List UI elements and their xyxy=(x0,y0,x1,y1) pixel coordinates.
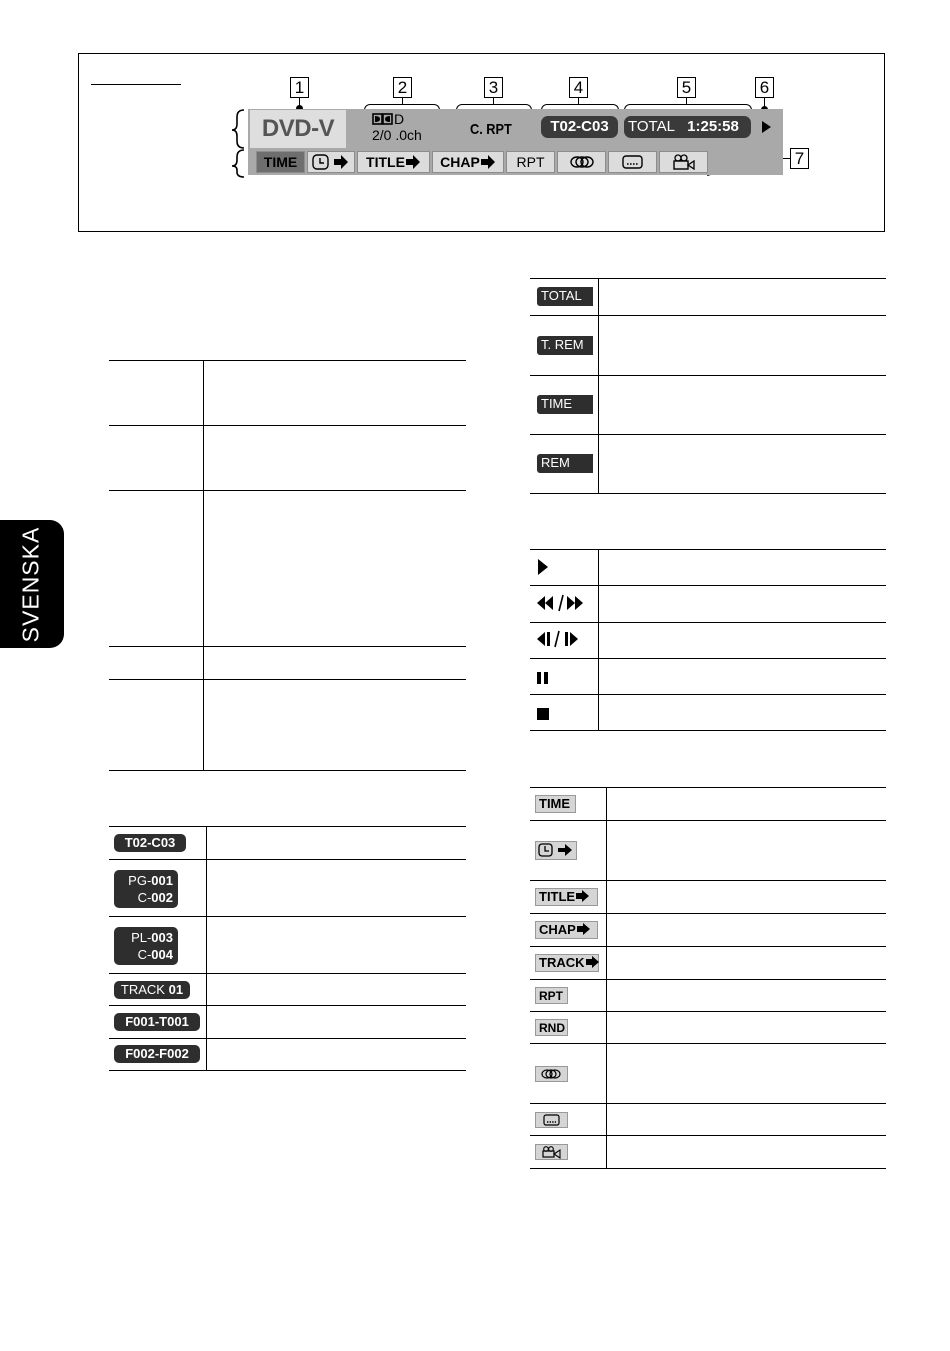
audio-icon xyxy=(536,1067,567,1081)
callout-4: 4 xyxy=(569,77,588,98)
dolby-icon xyxy=(372,113,394,125)
title-chapter-indicator: T02-C03 xyxy=(541,116,618,138)
menu-chap[interactable] xyxy=(432,151,504,173)
badge-prefix: TRACK xyxy=(120,982,169,997)
table-rule xyxy=(109,490,466,491)
table-divider xyxy=(598,278,599,493)
badge-value: 01 xyxy=(168,982,184,997)
track-badge xyxy=(114,981,190,999)
folder-track-badge: F001-T001 xyxy=(114,1013,200,1031)
program-chapter-badge xyxy=(114,870,178,908)
time-label: TOTAL xyxy=(628,118,675,135)
audio-icon xyxy=(569,155,595,169)
table-rule xyxy=(530,946,886,947)
table-rule xyxy=(109,1005,466,1006)
left-brace-icon xyxy=(230,108,248,178)
table-rule xyxy=(530,787,886,788)
arrow-right-icon xyxy=(585,956,600,968)
menu-title[interactable] xyxy=(357,151,430,173)
time-value: 1:25:58 xyxy=(687,118,739,135)
pause-icon xyxy=(536,671,550,685)
clock-arrow-icon xyxy=(311,153,351,171)
title-chapter-badge: T02-C03 xyxy=(114,834,186,852)
menu-subtitle-button xyxy=(535,1112,568,1128)
table-rule xyxy=(530,880,886,881)
table-rule xyxy=(530,549,886,550)
badge-prefix: PG- xyxy=(128,873,152,888)
table-divider xyxy=(606,787,607,1168)
badge-prefix: PL- xyxy=(131,930,152,945)
menu-rnd-button: RND xyxy=(535,1019,568,1036)
callout-5: 5 xyxy=(677,77,696,98)
table-rule xyxy=(109,916,466,917)
clock-arrow-icon xyxy=(536,842,576,859)
repeat-indicator: C. RPT xyxy=(470,121,512,138)
source-indicator: DVD-V xyxy=(250,110,346,148)
slow-reverse-forward-icon xyxy=(535,630,585,648)
rewind-fastforward-icon xyxy=(535,594,593,612)
menu-audio[interactable] xyxy=(557,151,606,173)
badge-value: 002 xyxy=(151,890,173,905)
table-rule xyxy=(530,820,886,821)
menu-time-button: TIME xyxy=(535,795,576,813)
playlist-chapter-badge xyxy=(114,927,178,965)
heading-underline xyxy=(91,84,181,85)
table-rule xyxy=(530,315,886,316)
play-icon xyxy=(536,558,550,576)
table-rule xyxy=(109,360,466,361)
menu-chap-label: CHAP xyxy=(539,922,576,937)
table-rule xyxy=(530,979,886,980)
table-rule xyxy=(530,434,886,435)
table-divider xyxy=(203,360,204,770)
table-rule xyxy=(109,425,466,426)
table-rule xyxy=(530,375,886,376)
badge-value: 003 xyxy=(151,930,173,945)
table-rule xyxy=(530,658,886,659)
callout-7: 7 xyxy=(790,148,809,169)
language-tab-text-wrap xyxy=(0,520,63,648)
angle-icon xyxy=(536,1145,567,1159)
table-rule xyxy=(530,622,886,623)
badge-prefix: C- xyxy=(137,947,152,962)
table-rule xyxy=(530,694,886,695)
total-time-badge: TOTAL xyxy=(537,287,593,306)
callout-6: 6 xyxy=(755,77,774,98)
callout-1: 1 xyxy=(290,77,309,98)
subtitle-icon xyxy=(622,155,644,169)
audio-channels: 2/0 .0ch xyxy=(372,127,422,143)
arrow-right-icon xyxy=(405,155,421,169)
table-rule xyxy=(530,730,886,731)
subtitle-icon xyxy=(536,1113,567,1127)
menu-rpt[interactable]: RPT xyxy=(506,151,555,173)
menu-chap-label: CHAP xyxy=(440,154,480,170)
table-rule xyxy=(109,770,466,771)
angle-icon xyxy=(672,154,696,170)
table-rule xyxy=(109,826,466,827)
menu-rpt-button: RPT xyxy=(535,987,568,1004)
badge-value: 001 xyxy=(151,873,173,888)
table-rule xyxy=(530,1043,886,1044)
menu-chap-button xyxy=(535,921,598,939)
table-rule xyxy=(530,1135,886,1136)
play-icon xyxy=(762,121,771,133)
callout-3: 3 xyxy=(484,77,503,98)
arrow-right-icon xyxy=(576,923,591,935)
table-rule xyxy=(530,585,886,586)
badge-prefix: C- xyxy=(137,890,152,905)
menu-track-label: TRACK xyxy=(539,955,585,970)
badge-value: 004 xyxy=(151,947,173,962)
table-rule xyxy=(530,1011,886,1012)
callout-2: 2 xyxy=(393,77,412,98)
menu-audio-button xyxy=(535,1066,568,1082)
menu-angle[interactable] xyxy=(659,151,708,173)
menu-clock[interactable] xyxy=(307,151,355,173)
elapsed-time-badge: TIME xyxy=(537,395,593,414)
table-rule xyxy=(530,1103,886,1104)
audio-format: D xyxy=(372,112,404,127)
menu-title-label: TITLE xyxy=(366,154,405,170)
time-indicator xyxy=(624,116,751,138)
table-rule xyxy=(109,1038,466,1039)
language-tab-label: SVENSKA xyxy=(17,526,44,642)
table-rule xyxy=(109,646,466,647)
stop-icon xyxy=(536,707,550,721)
folder-file-badge: F002-F002 xyxy=(114,1045,200,1063)
table-rule xyxy=(530,913,886,914)
table-rule xyxy=(109,1070,466,1071)
remaining-time-badge: REM xyxy=(537,454,593,473)
menu-clock-button xyxy=(535,841,577,860)
menu-track-button xyxy=(535,954,599,972)
table-rule xyxy=(109,859,466,860)
menu-title-button xyxy=(535,888,598,906)
arrow-right-icon xyxy=(480,155,496,169)
menu-angle-button xyxy=(535,1144,568,1160)
menu-subtitle[interactable] xyxy=(608,151,657,173)
table-divider xyxy=(598,549,599,730)
table-rule xyxy=(530,278,886,279)
menu-time[interactable]: TIME xyxy=(256,151,305,173)
arrow-right-icon xyxy=(575,890,590,902)
table-rule xyxy=(109,679,466,680)
title-remaining-badge: T. REM xyxy=(537,336,593,355)
table-divider xyxy=(206,826,207,1070)
table-rule xyxy=(109,973,466,974)
table-rule xyxy=(530,493,886,494)
menu-title-label: TITLE xyxy=(539,889,576,904)
table-rule xyxy=(530,1168,886,1169)
